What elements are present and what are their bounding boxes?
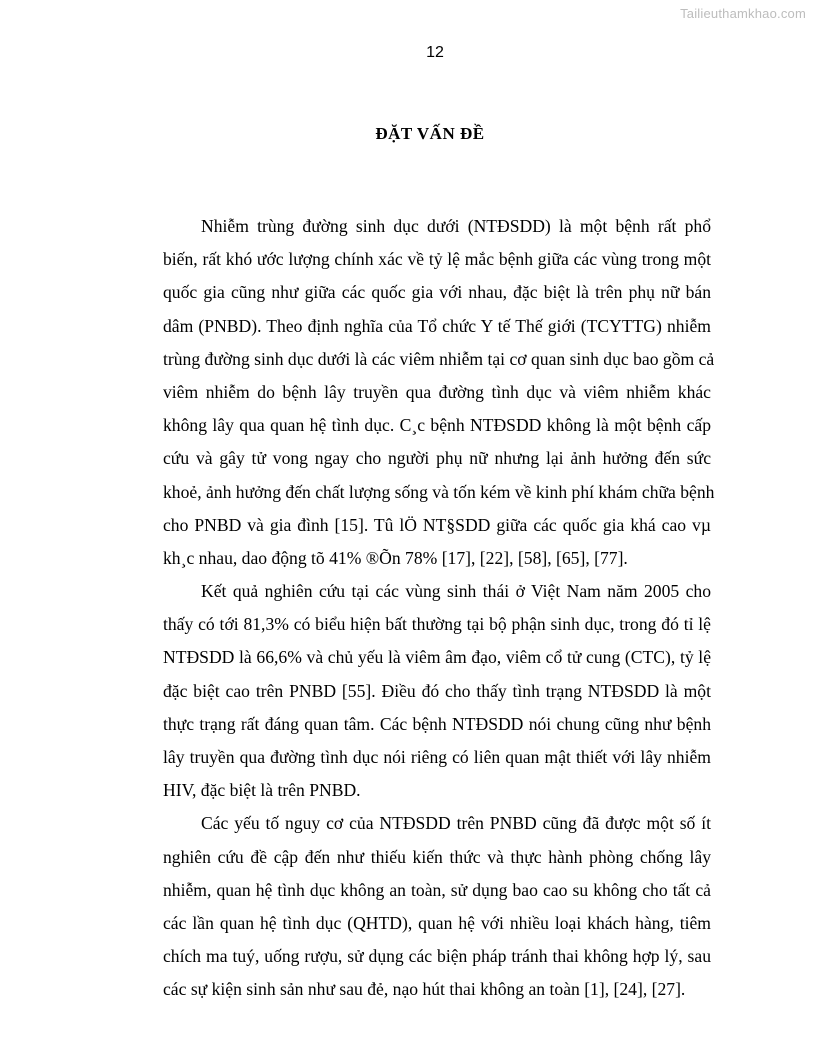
text-line: viêm nhiễm do bệnh lây truyền qua đường tình dục và viêm nhiễm khác bbox=[163, 381, 711, 402]
text-line: quốc gia cũng như giữa các quốc gia với nhau, đặc biệt là trên phụ nữ bán bbox=[163, 282, 711, 303]
text-line: Các yếu tố nguy cơ của NTĐSDD trên PNBD cũng đã được một số ít bbox=[201, 813, 711, 834]
text-line: lây truyền qua đường tình dục nói riêng có liên quan mật thiết với lây nhiễm bbox=[163, 747, 711, 767]
text-line: nhiễm, quan hệ tình dục không an toàn, sử dụng bao cao su không cho tất cả bbox=[163, 879, 711, 900]
text-line: Kết quả nghiên cứu tại các vùng sinh thái ở Việt Nam năm 2005 cho bbox=[201, 581, 711, 602]
text-line: các sự kiện sinh sản như sau đẻ, nạo hút thai không an toàn [1], [24], [27]. bbox=[163, 979, 686, 1000]
text-line: các lần quan hệ tình dục (QHTD), quan hệ với nhiều loại khách hàng, tiêm bbox=[163, 912, 711, 933]
text-line: trùng đường sinh dục dưới là các viêm nhiễm tại cơ quan sinh dục bao gồm cả bbox=[163, 348, 715, 369]
text-line: NTĐSDD là 66,6% và chủ yếu là viêm âm đạo, viêm cổ tử cung (CTC), tỷ lệ bbox=[163, 647, 711, 668]
text-line: HIV, đặc biệt là trên PNBD. bbox=[163, 780, 361, 801]
paragraph-1 bbox=[163, 210, 715, 575]
text-line: cho PNBD và gia đình [15]. Tû lÖ NT§SDD giữa các quốc gia khá cao vµ bbox=[163, 514, 711, 535]
page-number: 12 bbox=[426, 44, 444, 61]
document-body bbox=[163, 210, 715, 1007]
text-line: kh¸c nhau, dao động tõ 41% ®Õn 78% [17], [22], [58], [65], [77]. bbox=[163, 547, 628, 568]
text-line: nghiên cứu đề cập đến như thiếu kiến thức và thực hành phòng chống lây bbox=[163, 846, 711, 867]
text-line: biến, rất khó ước lượng chính xác về tỷ lệ mắc bệnh giữa các vùng trong một bbox=[163, 249, 711, 270]
text-line: cứu và gây tử vong ngay cho người phụ nữ nhưng lại ảnh hưởng đến sức bbox=[163, 448, 711, 469]
text-line: Nhiễm trùng đường sinh dục dưới (NTĐSDD) là một bệnh rất phổ bbox=[201, 216, 711, 236]
paragraph-2 bbox=[163, 575, 711, 807]
text-line: thấy có tới 81,3% có biểu hiện bất thường tại bộ phận sinh dục, trong đó tỉ lệ bbox=[163, 614, 711, 635]
text-line: thực trạng rất đáng quan tâm. Các bệnh NTĐSDD nói chung cũng như bệnh bbox=[163, 713, 711, 734]
text-line: không lây qua quan hệ tình dục. C¸c bệnh NTĐSDD không là một bệnh cấp bbox=[163, 415, 711, 436]
text-line: khoẻ, ảnh hưởng đến chất lượng sống và tốn kém về kinh phí khám chữa bệnh bbox=[163, 481, 715, 502]
watermark-text: Tailieuthamkhao.com bbox=[680, 6, 806, 21]
text-line: đặc biệt cao trên PNBD [55]. Điều đó cho thấy tình trạng NTĐSDD là một bbox=[163, 680, 711, 701]
text-line: chích ma tuý, uống rượu, sử dụng các biện pháp tránh thai không hợp lý, sau bbox=[163, 946, 711, 967]
section-title: ĐẶT VẤN ĐỀ bbox=[375, 124, 485, 143]
paragraph-3 bbox=[163, 807, 711, 1006]
text-line: dâm (PNBD). Theo định nghĩa của Tổ chức Y tế Thế giới (TCYTTG) nhiễm bbox=[163, 315, 711, 336]
